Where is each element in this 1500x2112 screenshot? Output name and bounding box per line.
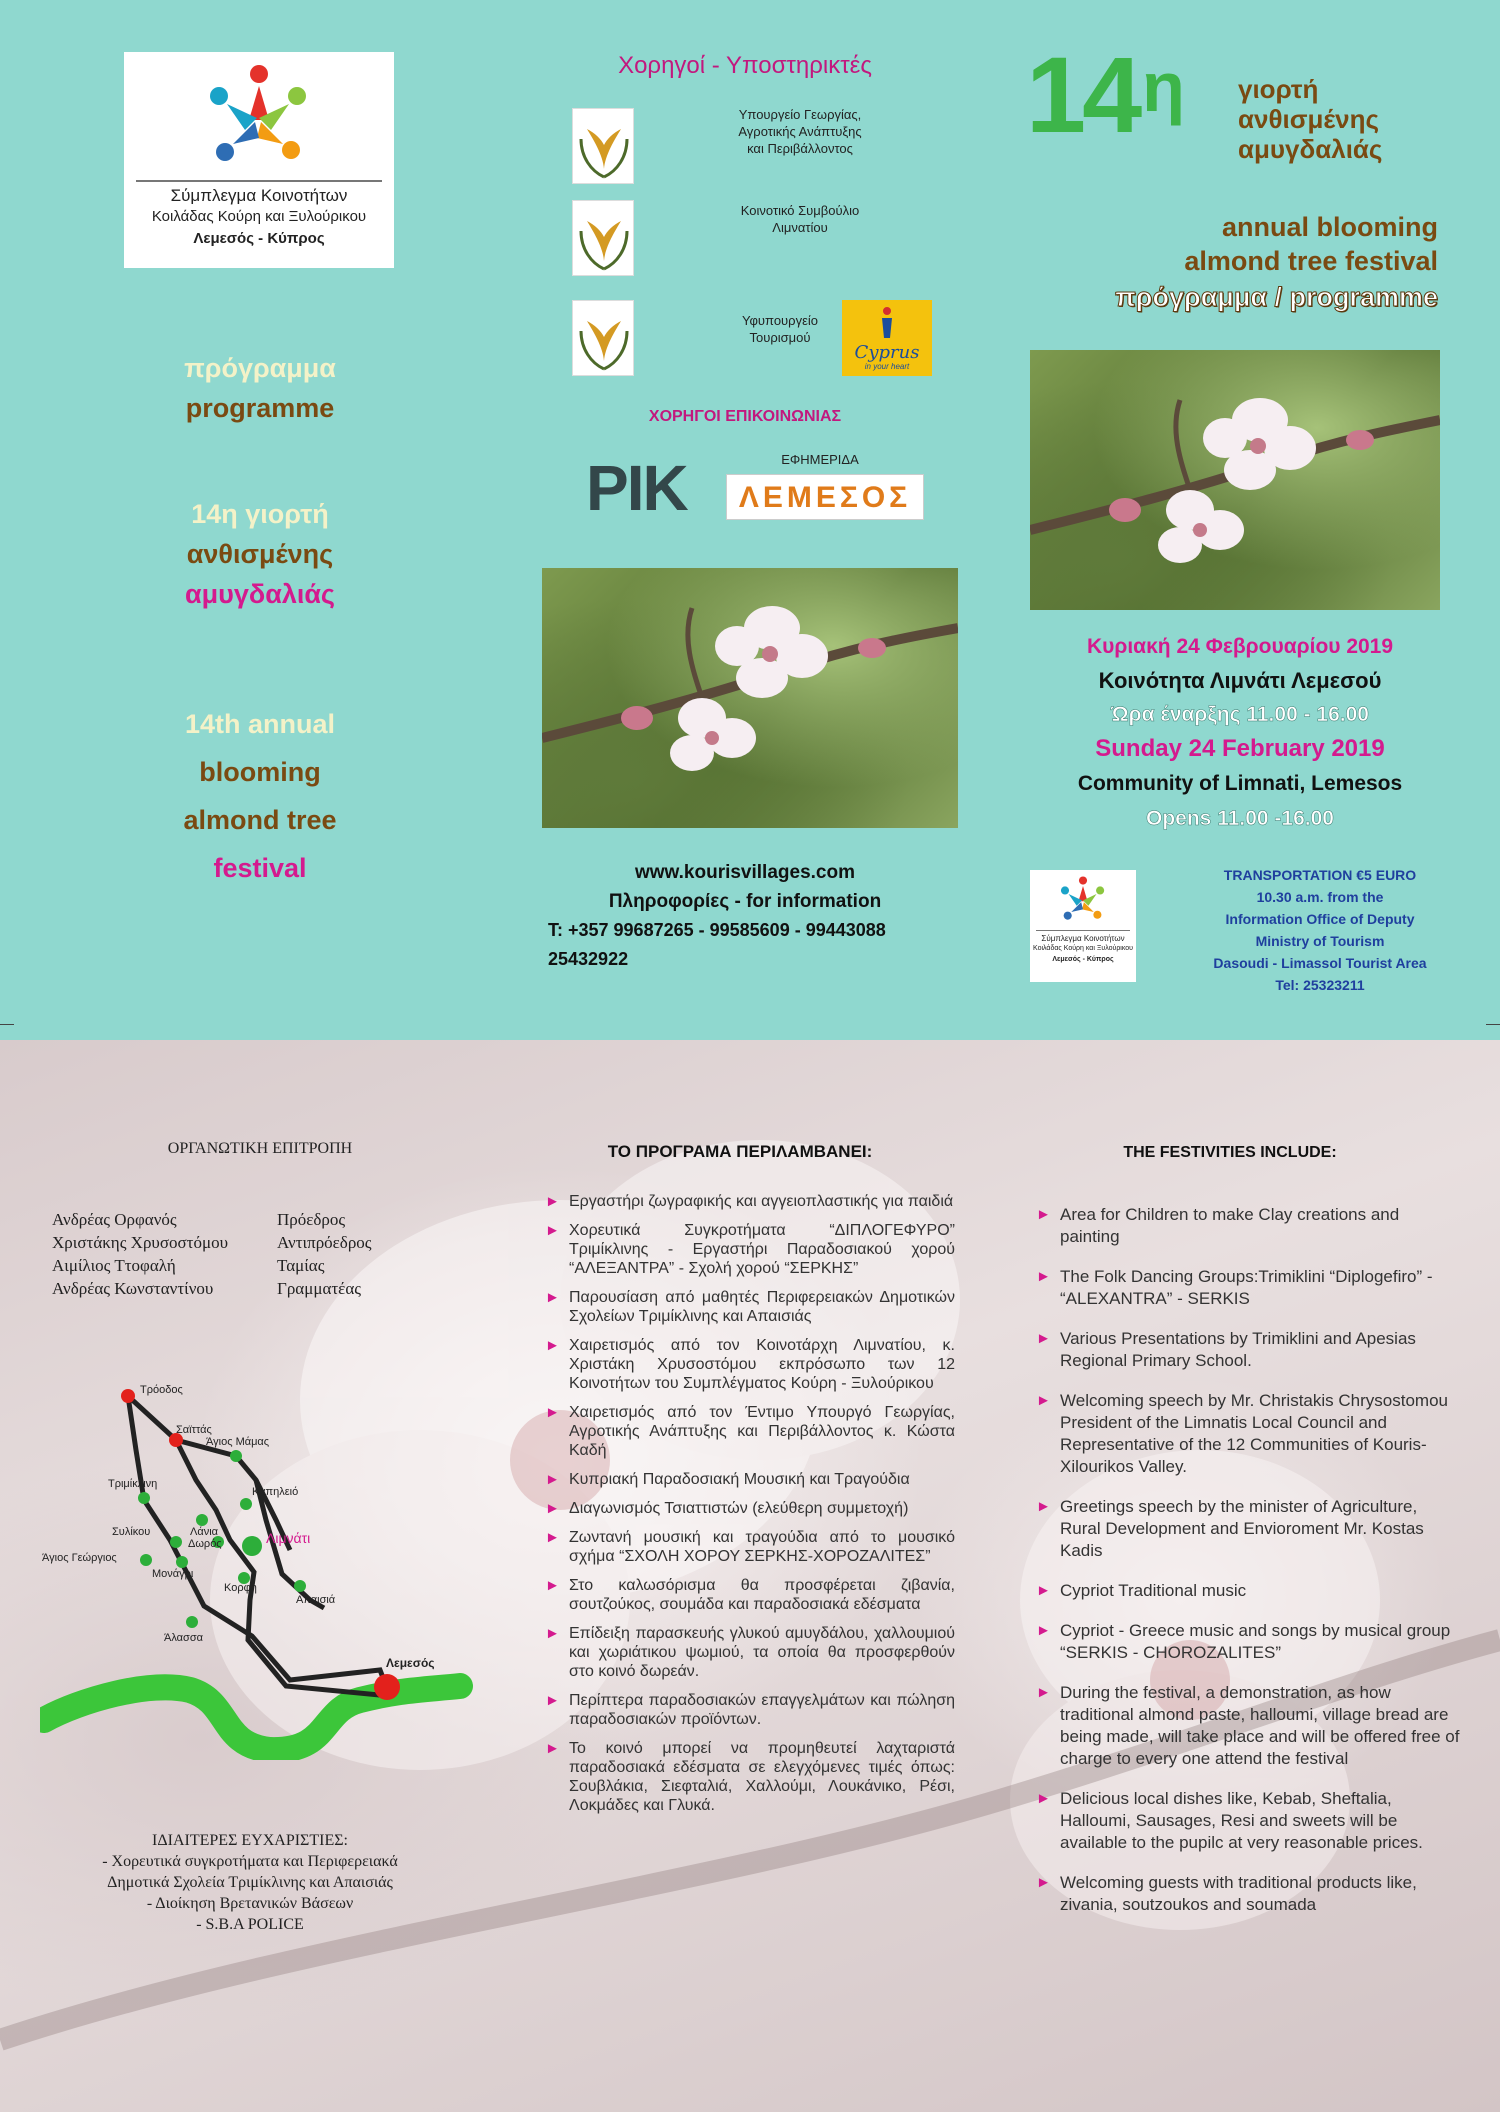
dot-alassa: [186, 1616, 198, 1628]
committee-member: [52, 1254, 412, 1277]
route-map-roads: [40, 1340, 500, 1760]
program-gr-item: [545, 1288, 955, 1326]
program-gr-item: [545, 1499, 955, 1518]
phone-numbers-2: 25432922: [548, 949, 629, 969]
left-fest-gr3: αμυγδαλιάς: [185, 579, 335, 609]
member-name: Χριστάκης Χρυσοστόμου: [52, 1233, 229, 1252]
thanks-line4: - S.B.A POLICE: [196, 1916, 304, 1933]
big-number-sup: η: [1142, 48, 1181, 126]
place-greek: Κοινότητα Λιμνάτι Λεμεσού: [1098, 668, 1382, 693]
program-gr-item-text: Το κοινό μπορεί να προμηθευτεί λαχταριστά παραδοσιακά εδέσματα σε ελεγχόμενες τιμές όπως: Σουβλάκια, Σιεφταλιά, Χαλλούμι, Λουκάνικο, Ρέσι, Λοκμάδες και Γλυκά.: [569, 1740, 955, 1814]
dot-lemesos: [374, 1674, 400, 1700]
right-gr1: γιορτή: [1238, 74, 1319, 104]
label-doros: Δωρός: [188, 1538, 222, 1550]
fold-mark-right: [1486, 1024, 1500, 1025]
label-lemesos: Λεμεσός: [386, 1656, 435, 1670]
program-gr-item: [545, 1403, 955, 1460]
program-gr-list: [545, 1192, 955, 1825]
bullet-icon: ►: [545, 1529, 560, 1546]
left-fest-en2: blooming: [199, 757, 321, 787]
dove-crest-icon: [573, 201, 635, 277]
program-en-item-text: Cypriot Traditional music: [1060, 1581, 1247, 1600]
bullet-icon: ►: [545, 1625, 560, 1642]
newspaper-label: ΕΦΗΜΕΡΙΔΑ: [781, 452, 859, 467]
program-gr-item-text: Ζωντανή μουσική και τραγούδια από το μουσικό σχήμα “ΣΧΟΛΗ ΧΟΡΟΥ ΣΕΡΚΗΣ-ΧΟΡΟΖΑΛΙΤΕΣ”: [569, 1529, 955, 1565]
program-en-item-text: Area for Children to make Clay creations and painting: [1060, 1205, 1400, 1246]
bullet-icon: ►: [1036, 1206, 1051, 1223]
dove-crest-icon: [573, 301, 635, 377]
thanks-line1: - Χορευτικά συγκροτήματα και Περιφερειακά: [102, 1853, 398, 1870]
program-en-item-text: Welcoming speech by Mr. Christakis Chrysostomou President of the Limnatis Local Council and Representative of the 12 Communities of Kouris-Xilourikos Valley.: [1060, 1391, 1448, 1476]
bullet-icon: ►: [545, 1404, 560, 1421]
bullet-icon: ►: [545, 1289, 560, 1306]
cyprus-crest-2: [572, 200, 634, 276]
program-en-item-text: Greetings speech by the minister of Agriculture, Rural Development and Envioroment Mr. Kostas Kadis: [1060, 1497, 1424, 1560]
transport-area: Dasoudi - Limassol Tourist Area: [1213, 955, 1427, 971]
member-role: Γραμματέας: [277, 1279, 361, 1298]
bullet-icon: ►: [545, 1193, 560, 1210]
bullet-icon: ►: [1036, 1790, 1051, 1807]
program-en-title: THE FESTIVITIES INCLUDE:: [1123, 1144, 1337, 1161]
almond-blossom-photo-right: [1030, 350, 1440, 610]
dot-limnati: [242, 1536, 262, 1556]
dot-troodos: [121, 1389, 135, 1403]
time-greek: Ώρα έναρξης 11.00 - 16.00: [1111, 703, 1369, 726]
label-saittas: Σαϊττάς: [176, 1424, 212, 1436]
left-prog-en: programme: [185, 393, 335, 423]
bullet-icon: ►: [545, 1337, 560, 1354]
program-en-item: [1036, 1872, 1460, 1916]
transport-tel: Tel: 25323211: [1275, 977, 1365, 993]
member-name: Ανδρέας Ορφανός: [52, 1210, 177, 1229]
program-en-item-text: Welcoming guests with traditional products like, zivania, soutzoukos and soumada: [1060, 1873, 1417, 1914]
label-sylikou: Συλίκου: [112, 1526, 151, 1538]
label-lania: Λάνια: [190, 1526, 219, 1538]
inside-panel: [0, 1040, 1500, 2112]
member-role: Ταμίας: [277, 1256, 325, 1275]
committee-title: ΟΡΓΑΝΩΤΙΚΗ ΕΠΙΤΡΟΠΗ: [167, 1140, 353, 1157]
program-gr-item-text: Κυπριακή Παραδοσιακή Μουσική και Τραγούδια: [569, 1471, 910, 1488]
date-greek: Κυριακή 24 Φεβρουαρίου 2019: [1086, 635, 1394, 658]
program-en-item-text: Cypriot - Greece music and songs by musical group “SERKIS - CHOROZALITES”: [1060, 1621, 1451, 1662]
bullet-icon: ►: [1036, 1498, 1051, 1515]
bullet-icon: ►: [1036, 1874, 1051, 1891]
program-en-item-text: Various Presentations by Trimiklini and Apesias Regional Primary School.: [1060, 1329, 1416, 1370]
left-fest-gr1: 14η γιορτή: [191, 499, 329, 529]
program-gr-item: [545, 1624, 955, 1681]
media-sponsors-title: ΧΟΡΗΓΟΙ ΕΠΙΚΟΙΝΩΝΙΑΣ: [648, 408, 842, 425]
newspaper-logo-text: ΛΕΜΕΣΟΣ: [738, 481, 912, 514]
program-en-item: [1036, 1266, 1460, 1310]
phone-numbers: T: +357 99687265 - 99585609 - 99443088: [548, 920, 886, 940]
sponsor2-line1: Κοινοτικό Συμβούλιο: [740, 203, 860, 218]
dove-crest-icon: [573, 109, 635, 185]
program-en-item-text: The Folk Dancing Groups:Trimiklini “Diplogefiro” - “ALEXANTRA” - SERKIS: [1060, 1267, 1433, 1308]
thanks-line3: - Διοίκηση Βρετανικών Βάσεων: [146, 1895, 354, 1912]
place-english: Community of Limnati, Lemesos: [1077, 772, 1403, 795]
program-gr-item-text: Περίπτερα παραδοσιακών επαγγελμάτων και πώληση παραδοσιακών προϊόντων.: [569, 1692, 955, 1728]
big-number-14: [1026, 34, 1181, 155]
label-limnati: Λιμνάτι: [266, 1530, 311, 1546]
people-star-icon: [199, 60, 319, 170]
fold-mark-left: [0, 1024, 14, 1025]
bullet-icon: ►: [1036, 1392, 1051, 1409]
right-en2: almond tree festival: [1184, 246, 1438, 276]
almond-blossom-photo-middle: [542, 568, 958, 828]
info-label: Πληροφορίες - for information: [608, 891, 882, 912]
route-map: [40, 1340, 500, 1760]
bullet-icon: ►: [545, 1692, 560, 1709]
program-en-item: [1036, 1390, 1460, 1478]
logo-line3: Λεμεσός - Κύπρος: [193, 230, 325, 247]
left-fest-en4: festival: [213, 853, 307, 883]
transport-office: Information Office of Deputy: [1225, 911, 1415, 927]
left-fest-en1: 14th annual: [184, 709, 336, 739]
almond-blossom-illustration: [1030, 350, 1440, 610]
transport-ministry: Ministry of Tourism: [1255, 933, 1385, 949]
bullet-icon: ►: [545, 1740, 560, 1757]
dot-monagri: [176, 1556, 188, 1568]
program-en-item: [1036, 1580, 1460, 1602]
logo-line1: Σύμπλεγμα Κοινοτήτων: [170, 186, 348, 205]
program-gr-item: [545, 1192, 955, 1211]
program-gr-item: [545, 1336, 955, 1393]
label-trimiklini: Τριμίκλινη: [108, 1478, 158, 1490]
bullet-icon: ►: [1036, 1330, 1051, 1347]
sponsor3-line1: Υφυπουργείο: [742, 313, 818, 328]
small-logo-line1: Σύμπλεγμα Κοινοτήτων: [1041, 934, 1125, 943]
program-gr-item-text: Χαιρετισμός από τον Έντιμο Υπουργό Γεωργίας, Αγροτικής Ανάπτυξης και Περιβάλλοντος κ. Κώστα Καδή: [569, 1404, 955, 1459]
logo-line2: Κοιλάδας Κούρη και Ξυλούρικου: [151, 208, 367, 225]
thanks-title: ΙΔΙΑΙΤΕΡΕΣ ΕΥΧΑΡΙΣΤΙΕΣ:: [152, 1832, 348, 1849]
dot-agios-mamas: [230, 1450, 242, 1462]
dot-apaisia: [294, 1580, 306, 1592]
label-korfi: Κορφή: [224, 1582, 257, 1594]
sponsor1-line3: και Περιβάλλοντος: [747, 141, 853, 156]
left-fest-gr2: ανθισμένης: [186, 539, 334, 569]
figure-icon: [876, 306, 898, 340]
left-fest-en3: almond tree: [183, 805, 337, 835]
cyprus-crest-1: [572, 108, 634, 184]
program-gr-item-text: Χαιρετισμός από τον Κοινοτάρχη Λιμνατίου, κ. Χριστάκη Χρυσοστόμου εκπρόσωπο των 12 Κοινοτήτων του Συμπλέγματος Κούρη - Ξυλούρικου: [569, 1337, 955, 1392]
left-prog-gr: πρόγραμμα: [184, 353, 336, 383]
small-logo-line2: Κοιλάδας Κούρη και Ξυλούρικου: [1033, 945, 1133, 952]
program-gr-item: [545, 1739, 955, 1815]
bullet-icon: ►: [1036, 1622, 1051, 1639]
label-monagri: Μονάγρι: [152, 1568, 194, 1580]
dot-kapileio: [240, 1498, 252, 1510]
community-logo-small: [1030, 870, 1136, 982]
member-name: Ανδρέας Κωνσταντίνου: [52, 1279, 214, 1298]
sponsor3-line2: Τουρισμού: [749, 330, 811, 345]
label-kapileio: Καπηλειό: [252, 1486, 299, 1498]
committee-member: [52, 1231, 412, 1254]
sponsor1-line2: Αγροτικής Ανάπτυξης: [738, 124, 862, 139]
program-en-item: [1036, 1328, 1460, 1372]
dot-lania: [196, 1514, 208, 1526]
committee-member: [52, 1208, 412, 1231]
bullet-icon: ►: [545, 1500, 560, 1517]
program-gr-item-text: Χορευτικά Συγκροτήματα “ΔΙΠΛΟΓΕΦΥΡΟ” Τριμίκλινης - Εργαστήρι Παραδοσιακού χορού “ΑΛΕΞΑΝΤΡΑ” - Σχολή χορού “ΣΕΡΚΗΣ”: [569, 1222, 955, 1277]
community-logo: [124, 52, 394, 268]
date-english: Sunday 24 February 2019: [1095, 735, 1385, 762]
bullet-icon: ►: [545, 1577, 560, 1594]
bullet-icon: ►: [1036, 1268, 1051, 1285]
thanks-line2: Δημοτικά Σχολεία Τριμίκλινης και Απαισιάς: [107, 1874, 393, 1891]
right-gr2: ανθισμένης: [1238, 104, 1380, 134]
time-english: Opens 11.00 -16.00: [1146, 807, 1334, 830]
bullet-icon: ►: [545, 1471, 560, 1488]
right-gr3: αμυγδαλιάς: [1238, 134, 1383, 164]
label-alassa: Άλασσα: [164, 1632, 203, 1644]
transport-time: 10.30 a.m. from the: [1256, 889, 1384, 905]
people-star-icon: [1056, 874, 1110, 924]
program-en-item: [1036, 1620, 1460, 1664]
program-gr-item: [545, 1691, 955, 1729]
label-agios-mamas: Άγιος Μάμας: [206, 1436, 270, 1448]
sponsor1-line1: Υπουργείο Γεωργίας,: [738, 107, 862, 122]
dot-agios-georgios: [140, 1554, 152, 1566]
program-en-item: [1036, 1788, 1460, 1854]
program-en-list: [1036, 1204, 1460, 1934]
cyprus-logo-tagline: in your heart: [864, 362, 910, 371]
dot-sylikou: [170, 1536, 182, 1548]
program-gr-item: [545, 1221, 955, 1278]
bullet-icon: ►: [545, 1222, 560, 1239]
sponsor2-line2: Λιμνατίου: [772, 220, 828, 235]
program-gr-item: [545, 1470, 955, 1489]
program-gr-item: [545, 1528, 955, 1566]
program-gr-title: ΤΟ ΠΡΟΓΡΑΜΑ ΠΕΡΙΛΑΜΒΑΝΕΙ:: [607, 1142, 873, 1161]
rik-logo: ΡΙΚ: [586, 452, 687, 524]
transport-price: TRANSPORTATION €5 EURO: [1223, 867, 1417, 883]
dot-trimiklini: [138, 1492, 150, 1504]
label-troodos: Τρόοδος: [140, 1384, 183, 1396]
committee-member: [52, 1277, 412, 1300]
program-gr-item-text: Διαγωνισμός Τσιαττιστών (ελεύθερη συμμετοχή): [569, 1500, 909, 1517]
sponsors-title: Χορηγοί - Υποστηρικτές: [618, 52, 872, 79]
cyprus-logo-text: Cyprus: [854, 342, 920, 363]
cyprus-tourism-logo: [842, 300, 932, 376]
cyprus-crest-3: [572, 300, 634, 376]
member-role: Πρόεδρος: [277, 1210, 346, 1229]
program-gr-item: [545, 1576, 955, 1614]
program-en-item: [1036, 1496, 1460, 1562]
website-link[interactable]: www.kourisvillages.com: [635, 862, 855, 883]
right-programme: πρόγραμμα / programme: [1115, 282, 1438, 312]
small-logo-line3: Λεμεσός - Κύπρος: [1052, 956, 1114, 963]
almond-blossom-illustration: [542, 568, 958, 828]
program-gr-item-text: Στο καλωσόρισμα θα προσφέρεται ζιβανία, σουτζούκος, σουμάδα και παραδοσιακά εδέσματα: [569, 1577, 955, 1613]
member-name: Αιμίλιος Ττοφαλή: [52, 1256, 176, 1275]
big-number-text: 14: [1026, 34, 1139, 155]
bullet-icon: ►: [1036, 1582, 1051, 1599]
program-gr-item-text: Εργαστήρι ζωγραφικής και αγγειοπλαστικής για παιδιά: [569, 1193, 954, 1210]
label-agios-georgios: Άγιος Γεώργιος: [42, 1552, 117, 1564]
member-role: Αντιπρόεδρος: [277, 1233, 372, 1252]
front-panel: [0, 0, 1500, 1040]
right-en1: annual blooming: [1222, 212, 1438, 242]
program-gr-item-text: Παρουσίαση από μαθητές Περιφερειακών Δημοτικών Σχολείων Τριμίκλινης και Απαισιάς: [569, 1289, 955, 1325]
program-en-item-text: During the festival, a demonstration, as how traditional almond paste, halloumi, village bread are being made, will take place and will be offered free of charge to every one attend the festival: [1060, 1683, 1460, 1768]
bullet-icon: ►: [1036, 1684, 1051, 1701]
lemesos-newspaper-logo: [726, 474, 924, 520]
program-en-item: [1036, 1204, 1460, 1248]
program-en-item: [1036, 1682, 1460, 1770]
label-apaisia: Απαισιά: [296, 1594, 336, 1606]
program-gr-item-text: Επίδειξη παρασκευής γλυκού αμυγδάλου, χαλλουμιού και χωριάτικου ψωμιού, τα οποία θα προσφερθούν στο κοινό δωρεάν.: [569, 1625, 955, 1680]
program-en-item-text: Delicious local dishes like, Kebab, Sheftalia, Halloumi, Sausages, Resi and sweets will be available to the pupilc at very reasonable prices.: [1060, 1789, 1423, 1852]
